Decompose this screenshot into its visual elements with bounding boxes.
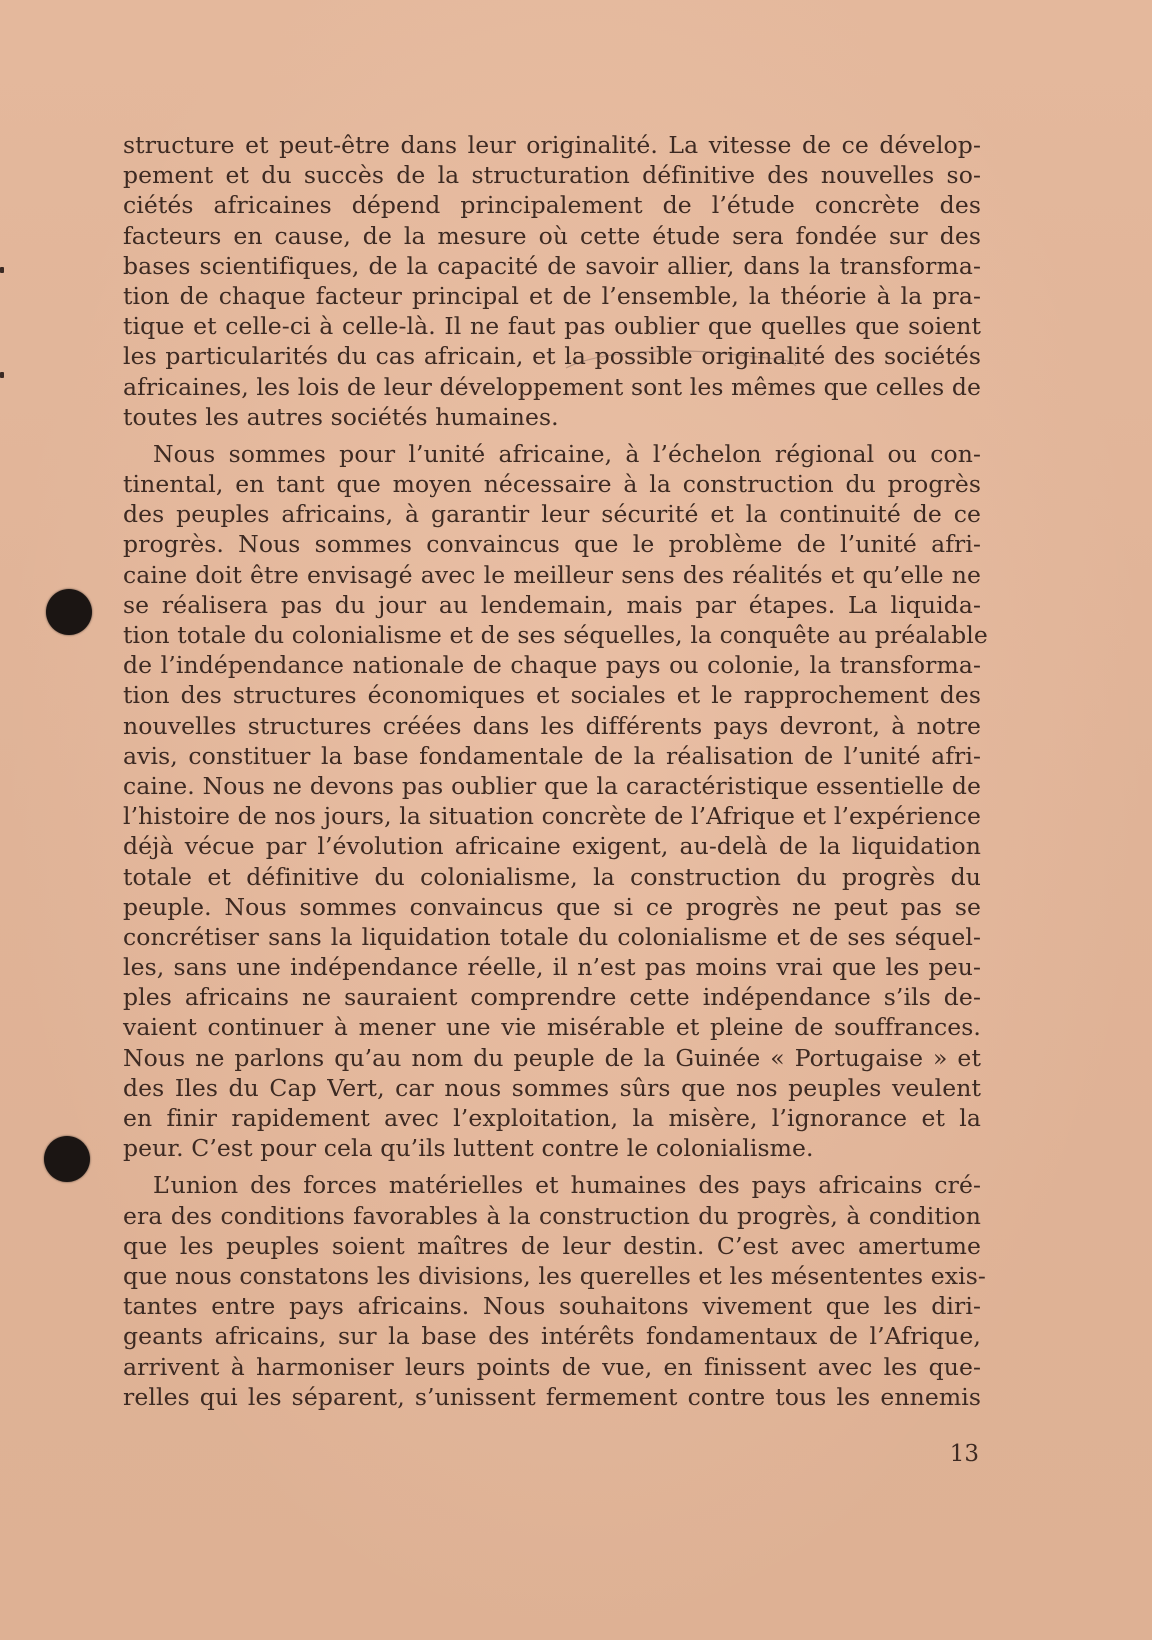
text-line: des Iles du Cap Vert, car nous sommes sûrs que nos peuples veulent bbox=[123, 1073, 981, 1102]
text-line: arrivent à harmoniser leurs points de vue, en finissent avec les que- bbox=[123, 1352, 981, 1381]
text-line: peuple. Nous sommes convaincus que si ce progrès ne peut pas se bbox=[123, 892, 981, 921]
paragraph-2 bbox=[123, 439, 988, 1164]
text-line: ples africains ne sauraient comprendre cette indépendance s’ils de- bbox=[123, 983, 981, 1012]
text-line: concrétiser sans la liquidation totale du colonialisme et de ses séquel- bbox=[123, 922, 981, 951]
text-line: Nous ne parlons qu’au nom du peuple de la Guinée « Portugaise » et bbox=[123, 1043, 981, 1072]
edge-mark bbox=[0, 372, 4, 378]
text-line: caine doit être envisagé avec le meilleur sens des réalités et qu’elle ne bbox=[123, 560, 981, 589]
text-line: totale et définitive du colonialisme, la construction du progrès du bbox=[123, 862, 981, 891]
text-line: L’union des forces matérielles et humaines des pays africains cré- bbox=[153, 1171, 981, 1200]
text-line: les particularités du cas africain, et la possible originalité des sociétés bbox=[123, 342, 981, 371]
punch-hole bbox=[44, 1136, 90, 1182]
text-line: caine. Nous ne devons pas oublier que la caractéristique essentielle de bbox=[123, 771, 981, 800]
text-line: geants africains, sur la base des intérêts fondamentaux de l’Afrique, bbox=[123, 1322, 981, 1351]
body-text bbox=[123, 130, 988, 1419]
text-line: pement et du succès de la structuration définitive des nouvelles so- bbox=[123, 161, 981, 190]
text-line: les, sans une indépendance réelle, il n’est pas moins vrai que les peu- bbox=[123, 953, 981, 982]
text-line: l’histoire de nos jours, la situation concrète de l’Afrique et l’expérience bbox=[123, 802, 981, 831]
text-line: tinental, en tant que moyen nécessaire à la construction du progrès bbox=[123, 470, 981, 499]
text-line: ciétés africaines dépend principalement de l’étude concrète des bbox=[123, 191, 981, 220]
text-line: en finir rapidement avec l’exploitation, la misère, l’ignorance et la bbox=[123, 1104, 981, 1132]
paragraph-1 bbox=[123, 130, 981, 432]
text-line: nouvelles structures créées dans les différents pays devront, à notre bbox=[123, 711, 981, 740]
edge-mark bbox=[0, 267, 4, 273]
paragraph-3 bbox=[123, 1170, 986, 1412]
text-line: des peuples africains, à garantir leur sécurité et la continuité de ce bbox=[123, 500, 981, 529]
text-line: era des conditions favorables à la construction du progrès, à condition bbox=[123, 1201, 981, 1230]
punch-hole bbox=[46, 589, 92, 635]
text-line: se réalisera pas du jour au lendemain, mais par étapes. La liquida- bbox=[123, 590, 981, 619]
text-line: avis, constituer la base fondamentale de la réalisation de l’unité afri- bbox=[123, 741, 981, 770]
text-line: africaines, les lois de leur développement sont les mêmes que celles de bbox=[123, 372, 981, 401]
text-line: de l’indépendance nationale de chaque pays ou colonie, la transforma- bbox=[123, 651, 981, 680]
text-line: structure et peut-être dans leur originalité. La vitesse de ce dévelop- bbox=[123, 131, 981, 159]
text-line: tantes entre pays africains. Nous souhaitons vivement que les diri- bbox=[123, 1292, 981, 1321]
page-number: 13 bbox=[949, 1441, 979, 1467]
text-line: déjà vécue par l’évolution africaine exigent, au-delà de la liquidation bbox=[123, 832, 981, 861]
text-line: vaient continuer à mener une vie misérable et pleine de souffrances. bbox=[123, 1013, 981, 1042]
text-line: tion totale du colonialisme et de ses séquelles, la conquête au préalable bbox=[123, 621, 988, 649]
text-line: facteurs en cause, de la mesure où cette étude sera fondée sur des bbox=[123, 221, 981, 250]
text-line: tique et celle-ci à celle-là. Il ne faut pas oublier que quelles que soient bbox=[123, 312, 981, 341]
text-line: Nous sommes pour l’unité africaine, à l’échelon régional ou con- bbox=[153, 439, 981, 468]
text-line: que les peuples soient maîtres de leur destin. C’est avec amertume bbox=[123, 1231, 981, 1260]
text-line: que nous constatons les divisions, les querelles et les mésententes exis- bbox=[123, 1261, 986, 1290]
text-line: tion de chaque facteur principal et de l’ensemble, la théorie à la pra- bbox=[123, 281, 981, 310]
text-line: bases scientifiques, de la capacité de savoir allier, dans la transforma- bbox=[123, 251, 981, 280]
text-line: relles qui les séparent, s’unissent fermement contre tous les ennemis bbox=[123, 1382, 981, 1411]
text-line: peur. C’est pour cela qu’ils luttent contre le colonialisme. bbox=[123, 1134, 814, 1163]
text-line: progrès. Nous sommes convaincus que le problème de l’unité afri- bbox=[123, 530, 981, 559]
text-line: tion des structures économiques et sociales et le rapprochement des bbox=[123, 681, 981, 710]
text-line: toutes les autres sociétés humaines. bbox=[123, 402, 559, 431]
